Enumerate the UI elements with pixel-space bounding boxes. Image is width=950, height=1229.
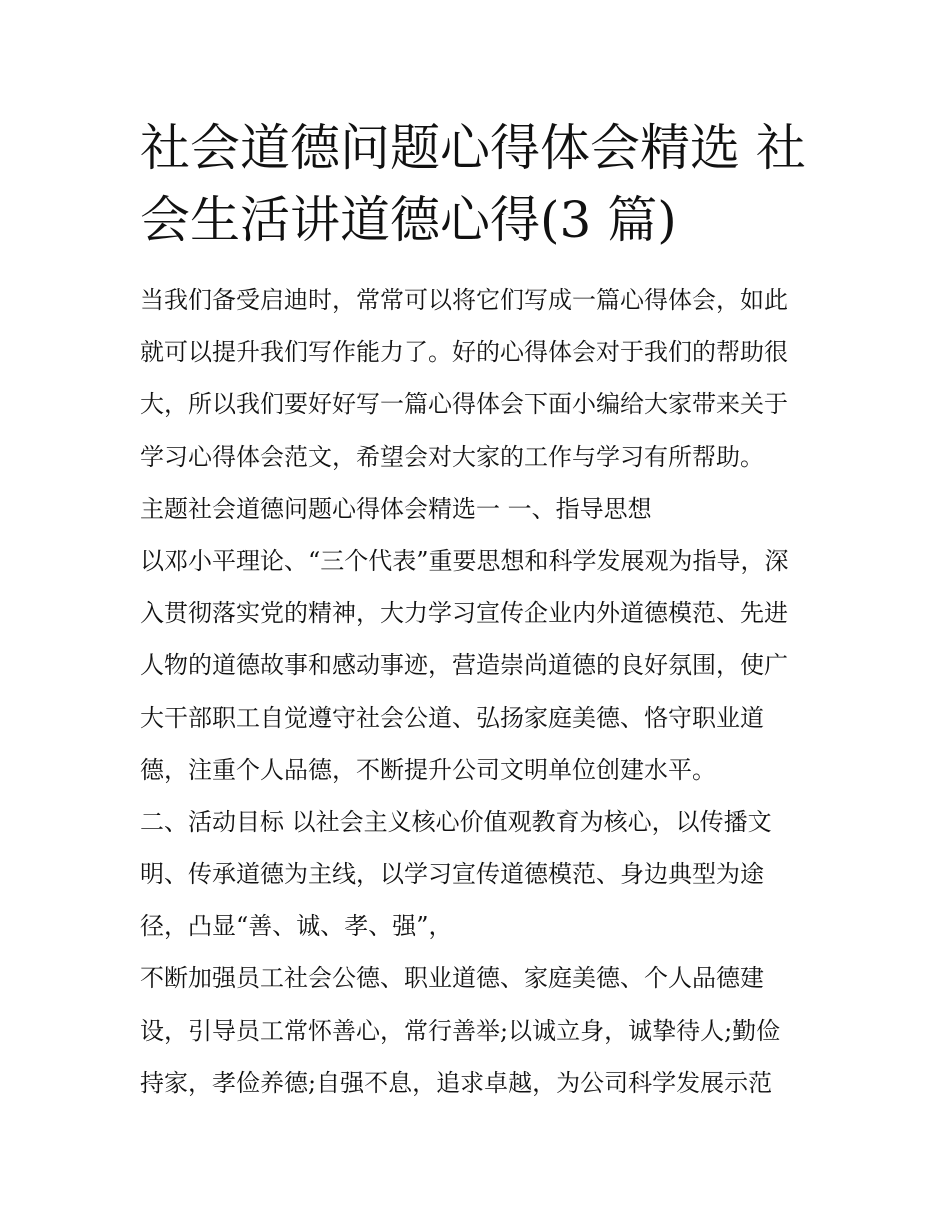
body-line: 学习心得体会范文，希望会对大家的工作与学习有所帮助。: [140, 442, 764, 471]
body-line: 不断加强员工社会公德、职业道德、家庭美德、个人品德建: [140, 964, 764, 993]
body-line: 大，所以我们要好好写一篇心得体会下面小编给大家带来关于: [140, 390, 788, 419]
title-line: 会生活讲道德心得(3 篇): [140, 191, 677, 249]
body-line: 人物的道德故事和感动事迹，营造崇尚道德的良好氛围，使广: [140, 651, 788, 680]
document-title: [140, 112, 820, 256]
body-line: 持家，孝俭养德;自强不息，追求卓越，为公司科学发展示范: [140, 1068, 773, 1097]
body-line: 明、传承道德为主线，以学习宣传道德模范、身边典型为途: [140, 860, 764, 889]
title-line: 社会道德问题心得体会精选 社: [140, 119, 806, 177]
body-line: 入贯彻落实党的精神，大力学习宣传企业内外道德模范、先进: [140, 599, 788, 628]
body-line: 就可以提升我们写作能力了。好的心得体会对于我们的帮助很: [140, 338, 788, 367]
body-line: 当我们备受启迪时，常常可以将它们写成一篇心得体会，如此: [140, 286, 788, 314]
document-body: [140, 282, 830, 1117]
body-line: 以邓小平理论、“三个代表”重要思想和科学发展观为指导，深: [140, 546, 789, 575]
body-line: 主题社会道德问题心得体会精选一 一、指导思想: [140, 494, 652, 523]
body-line: 径，凸显“善、诚、孝、强”，: [140, 912, 453, 941]
body-line: 二、活动目标 以社会主义核心价值观教育为核心，以传播文: [140, 807, 772, 836]
body-line: 设，引导员工常怀善心，常行善举;以诚立身，诚挚待人;勤俭: [140, 1016, 781, 1045]
body-line: 德，注重个人品德，不断提升公司文明单位创建水平。: [140, 755, 716, 784]
body-line: 大干部职工自觉遵守社会公道、弘扬家庭美德、恪守职业道: [140, 703, 764, 732]
